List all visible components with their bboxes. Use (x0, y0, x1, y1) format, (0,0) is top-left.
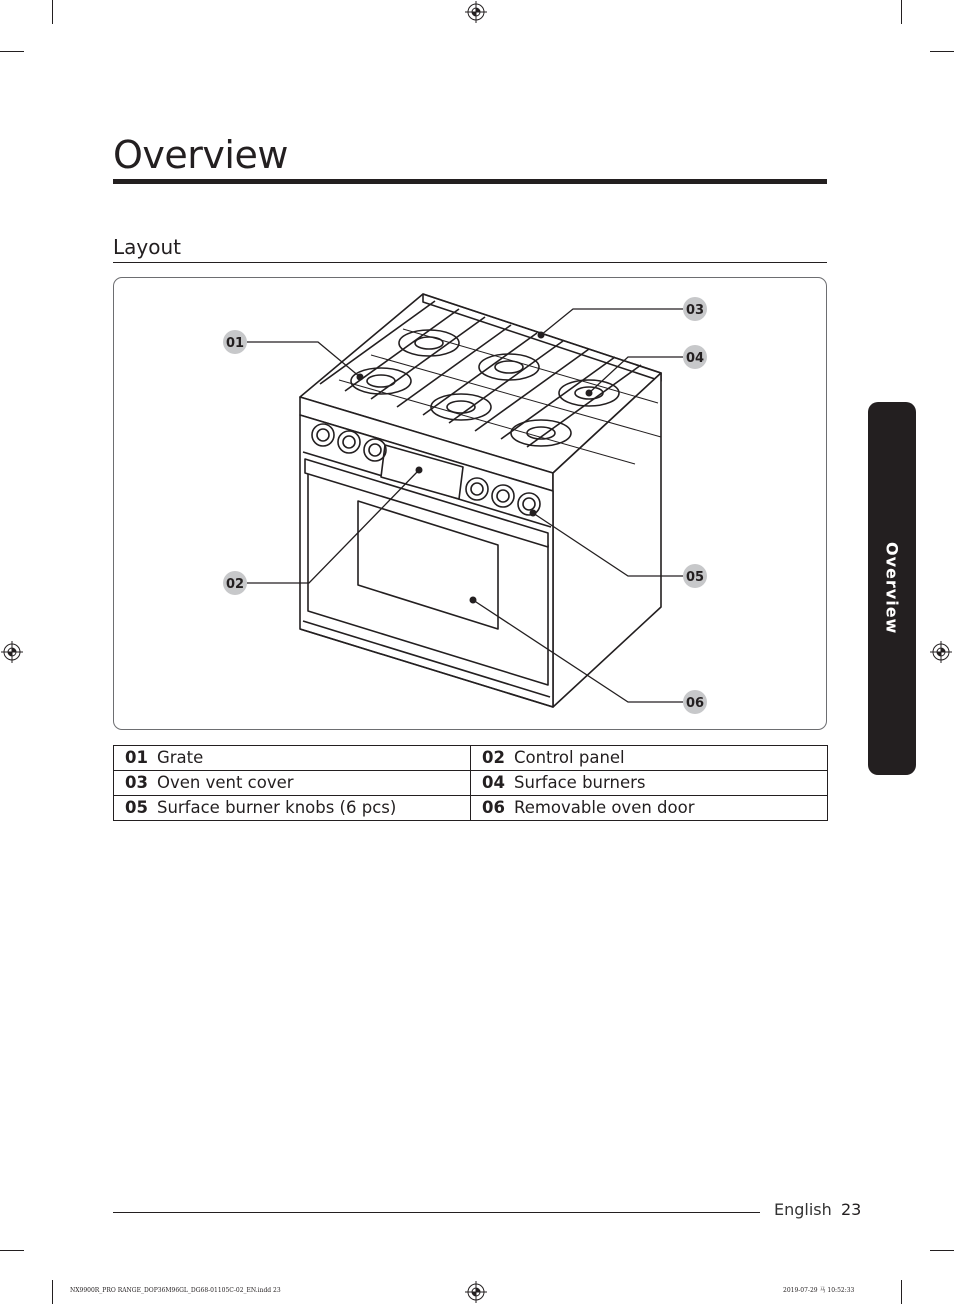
svg-text:06: 06 (685, 696, 705, 711)
callout-02 (223, 571, 247, 595)
registration-mark-icon (465, 1, 487, 23)
print-slug-filename: NX9900R_PRO RANGE_DOP36M96GL_DG68-01105C-02_EN.indd 23 (70, 1287, 281, 1294)
legend-label: Oven vent cover (156, 773, 294, 792)
crop-mark-icon (0, 51, 24, 52)
callout-06 (683, 690, 707, 714)
legend-number: 06 (482, 798, 505, 817)
crop-mark-icon (52, 0, 53, 24)
callout-01 (223, 330, 247, 354)
svg-text:05: 05 (685, 570, 705, 585)
legend-label: Control panel (513, 748, 625, 767)
registration-mark-icon (930, 641, 952, 663)
legend-label: Surface burner knobs (6 pcs) (156, 798, 397, 817)
crop-mark-icon (930, 1250, 954, 1251)
side-tab-label-wrap (868, 402, 916, 775)
registration-mark-icon (465, 1281, 487, 1303)
side-tab-label: Overview (882, 542, 902, 635)
legend-cell (114, 771, 471, 796)
legend-cell (114, 796, 471, 821)
print-slug-timestamp: 2019-07-29 ⻢ 10:52:33 (783, 1287, 855, 1294)
legend-number: 03 (125, 773, 148, 792)
legend-label: Removable oven door (513, 798, 695, 817)
table-row (114, 771, 828, 796)
registration-mark-icon (1, 641, 23, 663)
legend-cell (471, 796, 828, 821)
crop-mark-icon (901, 1280, 902, 1304)
legend-cell (471, 771, 828, 796)
section-rule (113, 262, 827, 263)
footer-rule (113, 1212, 760, 1213)
parts-legend-table (113, 745, 828, 821)
svg-text:01: 01 (225, 336, 245, 351)
range-illustration (113, 277, 827, 729)
svg-text:04: 04 (685, 351, 705, 366)
callout-03 (683, 297, 707, 321)
legend-cell (114, 746, 471, 771)
legend-cell (471, 746, 828, 771)
legend-number: 01 (125, 748, 148, 767)
legend-label: Grate (156, 748, 204, 767)
title-rule (113, 179, 827, 184)
svg-text:03: 03 (685, 303, 705, 318)
crop-mark-icon (0, 1250, 24, 1251)
section-title: Layout (113, 235, 181, 259)
crop-mark-icon (901, 0, 902, 24)
svg-text:02: 02 (225, 577, 245, 592)
crop-mark-icon (930, 51, 954, 52)
legend-number: 04 (482, 773, 505, 792)
table-row (114, 746, 828, 771)
page-number: 23 (841, 1200, 862, 1219)
callout-05 (683, 564, 707, 588)
legend-label: Surface burners (513, 773, 646, 792)
table-row (114, 796, 828, 821)
legend-number: 02 (482, 748, 505, 767)
footer-language: English (774, 1200, 832, 1219)
callout-04 (683, 345, 707, 369)
page-title: Overview (113, 133, 288, 177)
crop-mark-icon (52, 1280, 53, 1304)
legend-number: 05 (125, 798, 148, 817)
